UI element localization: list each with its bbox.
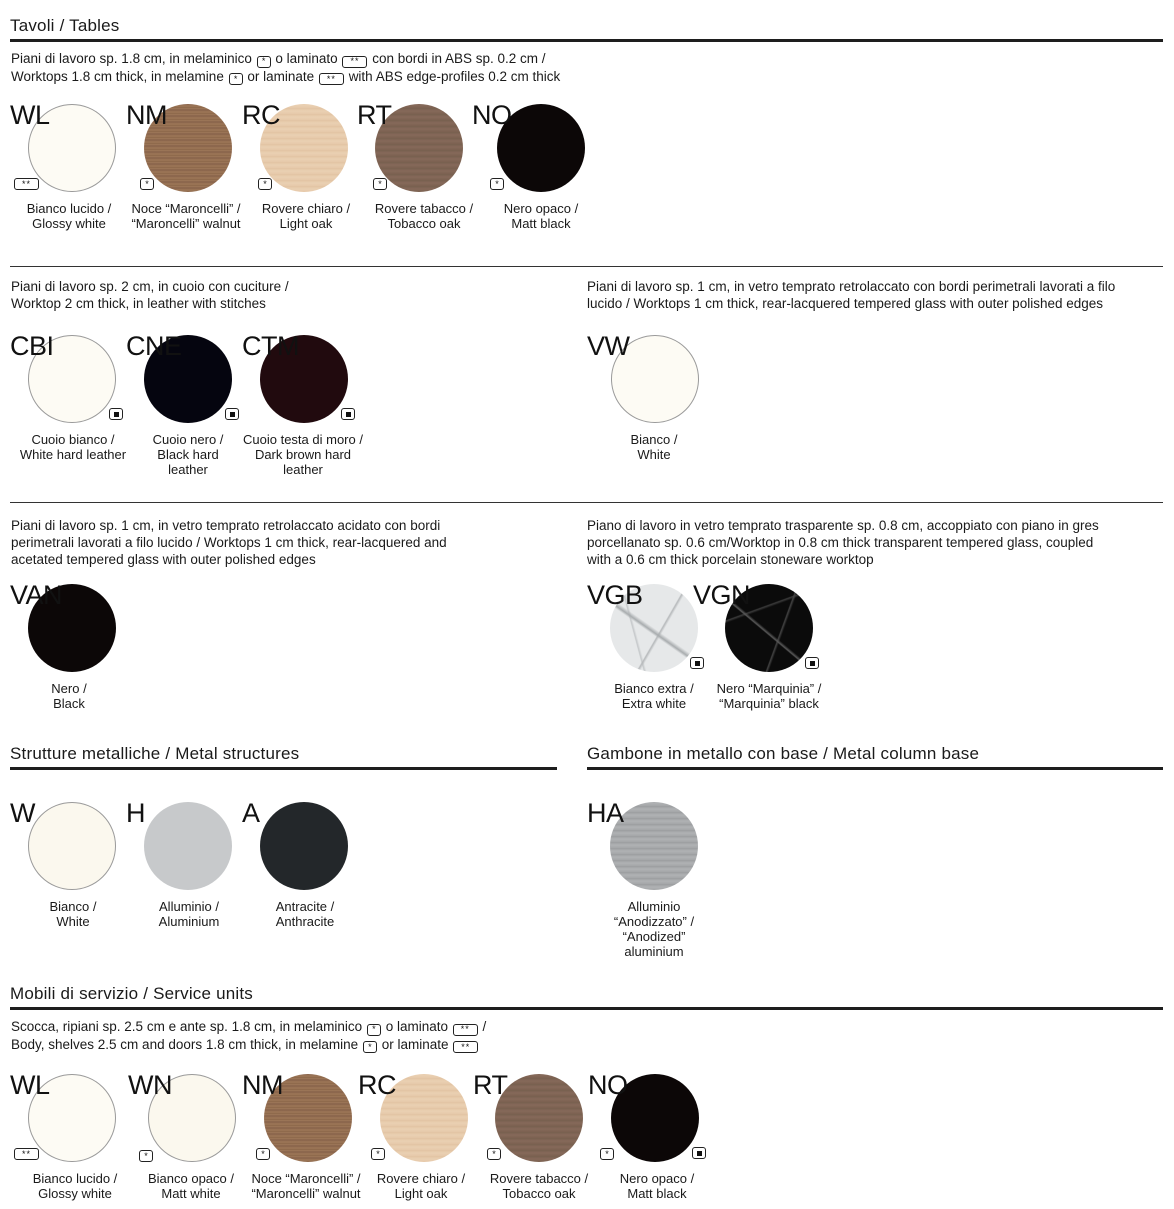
leather-badge — [109, 408, 123, 420]
melamine-badge: * — [140, 178, 154, 190]
swatch-wl[interactable] — [10, 102, 126, 247]
swatch-label: Nero opaco / Matt black — [503, 201, 579, 231]
swatch-code: NO — [472, 100, 512, 130]
section-title-service: Mobili di servizio / Service units — [10, 984, 253, 1003]
swatch-ha[interactable] — [587, 798, 703, 959]
swatch-rc[interactable] — [242, 102, 358, 247]
stoneware-description: Piano di lavoro in vetro temprato trasparente sp. 0.8 cm, accoppiato con piano in gres porcellanato sp. 0.6 cm/Worktop in 0.8 cm thick transparent tempered glass, coupled with a 0.6 cm thick porcelain stoneware worktop — [587, 518, 1099, 567]
swatch-cne[interactable] — [126, 333, 242, 478]
swatch-rt[interactable] — [357, 102, 473, 247]
swatch-van[interactable] — [10, 582, 126, 727]
melamine-badge: * — [371, 1148, 385, 1160]
desc-text: Piani di lavoro sp. 1.8 cm, in melaminico — [11, 51, 252, 66]
leather-description: Piani di lavoro sp. 2 cm, in cuoio con cuciture / Worktop 2 cm thick, in leather with stitches — [11, 279, 289, 311]
swatch-vgn[interactable] — [693, 580, 822, 727]
swatch-vgb[interactable] — [587, 582, 703, 727]
swatch-label: Cuoio testa di moro / Dark brown hard leather — [243, 432, 363, 477]
swatch-code: VAN — [10, 580, 63, 610]
melamine-badge: * — [373, 178, 387, 190]
desc-text: or laminate — [381, 1036, 449, 1052]
leather-badge — [225, 408, 239, 420]
laminate-badge: ** — [319, 73, 344, 85]
swatch-vw[interactable] — [587, 333, 703, 478]
swatch-a[interactable] — [242, 800, 358, 945]
swatch-code: CTM — [242, 331, 299, 361]
divider — [10, 502, 1163, 503]
swatch-code: RT — [357, 100, 392, 130]
melamine-badge: * — [363, 1041, 377, 1053]
section-title-metal: Strutture metalliche / Metal structures — [10, 744, 300, 763]
desc-text: / — [482, 1019, 487, 1034]
melamine-badge: * — [258, 178, 272, 190]
melamine-badge: * — [487, 1148, 501, 1160]
melamine-badge: * — [490, 178, 504, 190]
swatch-code: RC — [358, 1070, 396, 1100]
color-circle — [28, 802, 116, 890]
swatch-label: Cuoio bianco / White hard leather — [19, 432, 127, 462]
melamine-badge: * — [257, 56, 271, 68]
swatch-service-wn[interactable] — [128, 1072, 244, 1209]
swatch-code: CNE — [126, 331, 182, 361]
laminate-badge: ** — [453, 1024, 478, 1036]
swatch-code: VGB — [587, 580, 643, 610]
swatch-no[interactable] — [472, 102, 588, 247]
laminate-badge: ** — [342, 56, 367, 68]
color-circle — [495, 1074, 583, 1162]
swatch-code: VGN — [693, 580, 751, 610]
swatch-label: Rovere tabacco / Tobacco oak — [374, 201, 474, 231]
service-description — [11, 1018, 486, 1053]
swatch-label: Rovere chiaro / Light oak — [261, 201, 351, 231]
swatch-service-rt[interactable] — [473, 1072, 589, 1209]
swatch-label: Alluminio / Aluminium — [158, 899, 220, 929]
swatch-code: VW — [587, 331, 630, 361]
stoneware-badge — [805, 657, 819, 669]
swatch-label: Bianco / White — [630, 432, 678, 462]
swatch-label: Nero opaco / Matt black — [619, 1171, 695, 1201]
swatch-code: W — [10, 798, 35, 828]
swatch-label: Rovere tabacco / Tobacco oak — [489, 1171, 589, 1201]
swatch-code: WL — [10, 100, 50, 130]
color-circle — [144, 802, 232, 890]
swatch-label: Antracite / Anthracite — [275, 899, 335, 929]
lacquer-badge — [692, 1147, 706, 1159]
swatch-label: Nero / Black — [51, 681, 87, 711]
leather-badge — [341, 408, 355, 420]
swatch-code: WL — [10, 1070, 50, 1100]
swatch-code: NM — [126, 100, 167, 130]
swatch-label: Bianco lucido / Glossy white — [32, 1171, 118, 1201]
melamine-badge: * — [139, 1150, 153, 1162]
stoneware-badge — [690, 657, 704, 669]
melamine-badge: * — [256, 1148, 270, 1160]
section-rule — [10, 39, 1163, 42]
swatch-code: H — [126, 798, 145, 828]
swatch-h[interactable] — [126, 800, 242, 945]
section-rule — [10, 1007, 1163, 1010]
swatch-service-no[interactable] — [588, 1072, 704, 1209]
section-rule — [587, 767, 1163, 770]
desc-text: o laminato — [385, 1019, 448, 1034]
swatch-code: NO — [588, 1070, 628, 1100]
swatch-nm[interactable] — [126, 102, 242, 247]
swatch-label: Bianco lucido / Glossy white — [26, 201, 112, 231]
desc-text: con bordi in ABS sp. 0.2 cm / — [372, 51, 546, 66]
swatch-ctm[interactable] — [242, 331, 363, 478]
swatch-code: HA — [587, 798, 624, 828]
glass-description: Piani di lavoro sp. 1 cm, in vetro temprato retrolaccato con bordi perimetrali lavorati a filo lucido / Worktops 1 cm thick, rear-lacquered tempered glass with outer polished edges — [587, 279, 1116, 311]
desc-text: Worktops 1.8 cm thick, in melamine — [11, 68, 224, 84]
melamine-description — [11, 50, 560, 85]
swatch-w[interactable] — [10, 800, 126, 945]
swatch-label: Bianco opaco / Matt white — [147, 1171, 234, 1201]
desc-text: Scocca, ripiani sp. 2.5 cm e ante sp. 1.8 cm, in melaminico — [11, 1019, 363, 1034]
acid-glass-description: Piani di lavoro sp. 1 cm, in vetro temprato retrolaccato acidato con bordi perimetrali lavorati a filo lucido / Worktops 1 cm thick, rear-lacquered and acetated tempered glass with outer polished edges — [11, 518, 447, 567]
color-circle — [260, 802, 348, 890]
section-title-column: Gambone in metallo con base / Metal column base — [587, 744, 980, 763]
swatch-code: A — [242, 798, 260, 828]
swatch-code: CBI — [10, 331, 54, 361]
laminate-badge: ** — [14, 1148, 39, 1160]
swatch-label: Cuoio nero / Black hard leather — [152, 432, 224, 477]
swatch-label: Alluminio “Anodizzato” / “Anodized” aluminium — [613, 899, 695, 959]
melamine-badge: * — [600, 1148, 614, 1160]
swatch-label: Noce “Maroncelli” / “Maroncelli” walnut — [131, 201, 241, 231]
melamine-badge: * — [367, 1024, 381, 1036]
swatch-label: Rovere chiaro / Light oak — [376, 1171, 466, 1201]
swatch-service-nm[interactable] — [242, 1070, 361, 1209]
swatch-code: RT — [473, 1070, 508, 1100]
laminate-badge: ** — [453, 1041, 478, 1053]
desc-text: with ABS edge-profiles 0.2 cm thick — [348, 68, 561, 84]
swatch-code: WN — [128, 1070, 172, 1100]
desc-text: Body, shelves 2.5 cm and doors 1.8 cm thick, in melamine — [11, 1036, 359, 1052]
section-title-tables: Tavoli / Tables — [10, 16, 120, 35]
swatch-code: RC — [242, 100, 280, 130]
desc-text: or laminate — [247, 68, 315, 84]
swatch-service-rc[interactable] — [358, 1072, 474, 1209]
swatch-label: Bianco / White — [49, 899, 97, 929]
swatch-label: Nero “Marquinia” / “Marquinia” black — [716, 681, 822, 711]
section-rule — [10, 767, 557, 770]
divider — [10, 266, 1163, 267]
swatch-code: NM — [242, 1070, 283, 1100]
swatch-cbi[interactable] — [10, 333, 126, 478]
melamine-badge: * — [229, 73, 243, 85]
laminate-badge: ** — [14, 178, 39, 190]
desc-text: o laminato — [275, 51, 338, 66]
swatch-label: Noce “Maroncelli” / “Maroncelli” walnut — [251, 1171, 361, 1201]
swatch-label: Bianco extra / Extra white — [614, 681, 694, 711]
swatch-service-wl[interactable] — [10, 1072, 126, 1209]
